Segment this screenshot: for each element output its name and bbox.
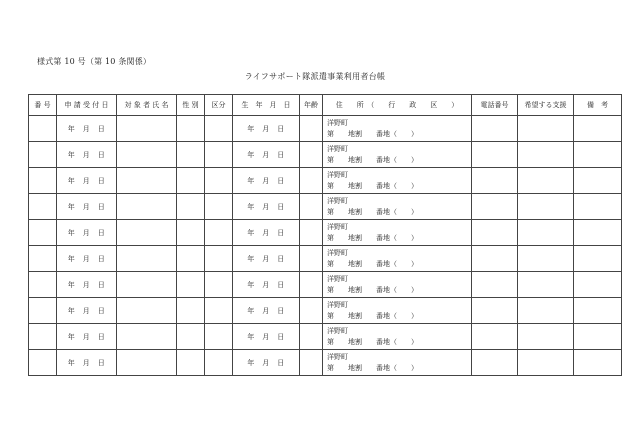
cell-remarks[interactable]: [574, 194, 622, 220]
table-row: [29, 350, 622, 376]
cell-name[interactable]: [117, 246, 177, 272]
cell-address[interactable]: [323, 116, 472, 142]
cell-gender[interactable]: [177, 116, 205, 142]
cell-remarks[interactable]: [574, 168, 622, 194]
cell-birth-date[interactable]: 年 月 日: [233, 298, 300, 324]
cell-desired-support[interactable]: [518, 246, 574, 272]
cell-phone[interactable]: [472, 220, 518, 246]
cell-address[interactable]: [323, 298, 472, 324]
ledger-title: ライフサポート隊派遣事業利用者台帳: [244, 72, 386, 81]
cell-number[interactable]: [29, 246, 57, 272]
cell-birth-date[interactable]: 年 月 日: [233, 246, 300, 272]
cell-gender[interactable]: [177, 168, 205, 194]
cell-name[interactable]: [117, 168, 177, 194]
cell-application-date[interactable]: 年 月 日: [57, 220, 117, 246]
address-town: 洋野町: [327, 170, 348, 179]
cell-age[interactable]: [300, 220, 323, 246]
address-lot: 第 地割 番地（ ）: [327, 129, 418, 138]
cell-remarks[interactable]: [574, 142, 622, 168]
cell-remarks[interactable]: [574, 246, 622, 272]
cell-name[interactable]: [117, 116, 177, 142]
cell-age[interactable]: [300, 116, 323, 142]
header-name: 対 象 者 氏 名: [117, 95, 177, 116]
cell-application-date[interactable]: 年 月 日: [57, 142, 117, 168]
cell-category[interactable]: [205, 116, 233, 142]
table-row: [29, 168, 622, 194]
cell-address[interactable]: [323, 324, 472, 350]
cell-age[interactable]: [300, 324, 323, 350]
cell-gender[interactable]: [177, 272, 205, 298]
cell-birth-date[interactable]: 年 月 日: [233, 116, 300, 142]
cell-birth-date[interactable]: 年 月 日: [233, 142, 300, 168]
cell-address[interactable]: [323, 220, 472, 246]
address-town: 洋野町: [327, 144, 348, 153]
address-town: 洋野町: [327, 196, 348, 205]
cell-application-date[interactable]: 年 月 日: [57, 168, 117, 194]
cell-birth-date[interactable]: 年 月 日: [233, 324, 300, 350]
cell-remarks[interactable]: [574, 116, 622, 142]
cell-category[interactable]: [205, 298, 233, 324]
ledger-body: [29, 116, 622, 376]
address-town: 洋野町: [327, 274, 348, 283]
cell-age[interactable]: [300, 168, 323, 194]
cell-remarks[interactable]: [574, 298, 622, 324]
cell-phone[interactable]: [472, 324, 518, 350]
user-ledger-table: [28, 94, 622, 376]
cell-desired-support[interactable]: [518, 220, 574, 246]
cell-desired-support[interactable]: [518, 272, 574, 298]
address-town: 洋野町: [327, 222, 348, 231]
cell-desired-support[interactable]: [518, 350, 574, 376]
cell-birth-date[interactable]: 年 月 日: [233, 194, 300, 220]
cell-category[interactable]: [205, 142, 233, 168]
header-number: 番 号: [29, 95, 57, 116]
address-town: 洋野町: [327, 118, 348, 127]
cell-desired-support[interactable]: [518, 142, 574, 168]
header-phone: 電話番号: [472, 95, 518, 116]
table-row: [29, 298, 622, 324]
cell-number[interactable]: [29, 194, 57, 220]
cell-name[interactable]: [117, 220, 177, 246]
cell-number[interactable]: [29, 324, 57, 350]
cell-phone[interactable]: [472, 116, 518, 142]
cell-remarks[interactable]: [574, 350, 622, 376]
cell-age[interactable]: [300, 272, 323, 298]
cell-gender[interactable]: [177, 220, 205, 246]
cell-category[interactable]: [205, 350, 233, 376]
cell-number[interactable]: [29, 298, 57, 324]
cell-address[interactable]: [323, 194, 472, 220]
cell-age[interactable]: [300, 194, 323, 220]
cell-address[interactable]: [323, 142, 472, 168]
table-row: [29, 220, 622, 246]
cell-remarks[interactable]: [574, 272, 622, 298]
form-number: 様式第 10 号（第 10 条関係）: [37, 57, 152, 66]
cell-category[interactable]: [205, 168, 233, 194]
cell-gender[interactable]: [177, 246, 205, 272]
header-address: 住 所 （ 行 政 区 ）: [323, 95, 472, 116]
address-lot: 第 地割 番地（ ）: [327, 181, 418, 190]
cell-phone[interactable]: [472, 142, 518, 168]
header-remarks: 備 考: [574, 95, 622, 116]
cell-address[interactable]: [323, 272, 472, 298]
header-category: 区分: [205, 95, 233, 116]
cell-phone[interactable]: [472, 246, 518, 272]
cell-desired-support[interactable]: [518, 324, 574, 350]
address-lot: 第 地割 番地（ ）: [327, 285, 418, 294]
cell-phone[interactable]: [472, 168, 518, 194]
cell-application-date[interactable]: 年 月 日: [57, 324, 117, 350]
cell-desired-support[interactable]: [518, 298, 574, 324]
cell-address[interactable]: [323, 350, 472, 376]
cell-gender[interactable]: [177, 142, 205, 168]
address-lot: 第 地割 番地（ ）: [327, 363, 418, 372]
cell-phone[interactable]: [472, 272, 518, 298]
cell-birth-date[interactable]: 年 月 日: [233, 220, 300, 246]
cell-number[interactable]: [29, 142, 57, 168]
cell-remarks[interactable]: [574, 324, 622, 350]
cell-gender[interactable]: [177, 194, 205, 220]
cell-name[interactable]: [117, 142, 177, 168]
cell-age[interactable]: [300, 350, 323, 376]
cell-category[interactable]: [205, 272, 233, 298]
cell-phone[interactable]: [472, 350, 518, 376]
cell-address[interactable]: [323, 168, 472, 194]
header-desired-support: 希望する支援: [518, 95, 574, 116]
cell-desired-support[interactable]: [518, 116, 574, 142]
cell-name[interactable]: [117, 350, 177, 376]
cell-name[interactable]: [117, 298, 177, 324]
cell-name[interactable]: [117, 272, 177, 298]
cell-number[interactable]: [29, 116, 57, 142]
cell-desired-support[interactable]: [518, 168, 574, 194]
cell-number[interactable]: [29, 272, 57, 298]
cell-name[interactable]: [117, 324, 177, 350]
table-row: [29, 116, 622, 142]
cell-category[interactable]: [205, 194, 233, 220]
table-row: [29, 324, 622, 350]
header-age: 年齢: [300, 95, 323, 116]
table-row: [29, 194, 622, 220]
header-application-date: 申 請 受 付 日: [57, 95, 117, 116]
address-lot: 第 地割 番地（ ）: [327, 207, 418, 216]
header-gender: 性 別: [177, 95, 205, 116]
cell-age[interactable]: [300, 142, 323, 168]
cell-application-date[interactable]: 年 月 日: [57, 350, 117, 376]
address-town: 洋野町: [327, 248, 348, 257]
address-lot: 第 地割 番地（ ）: [327, 337, 418, 346]
cell-name[interactable]: [117, 194, 177, 220]
cell-birth-date[interactable]: 年 月 日: [233, 168, 300, 194]
cell-category[interactable]: [205, 246, 233, 272]
cell-category[interactable]: [205, 324, 233, 350]
cell-age[interactable]: [300, 298, 323, 324]
address-lot: 第 地割 番地（ ）: [327, 155, 418, 164]
cell-remarks[interactable]: [574, 220, 622, 246]
table-row: [29, 272, 622, 298]
address-lot: 第 地割 番地（ ）: [327, 311, 418, 320]
cell-number[interactable]: [29, 350, 57, 376]
cell-number[interactable]: [29, 168, 57, 194]
table-row: [29, 246, 622, 272]
cell-application-date[interactable]: 年 月 日: [57, 194, 117, 220]
cell-gender[interactable]: [177, 324, 205, 350]
cell-age[interactable]: [300, 246, 323, 272]
cell-number[interactable]: [29, 220, 57, 246]
address-town: 洋野町: [327, 326, 348, 335]
header-birth-date: 生 年 月 日: [233, 95, 300, 116]
address-town: 洋野町: [327, 300, 348, 309]
cell-phone[interactable]: [472, 298, 518, 324]
cell-desired-support[interactable]: [518, 194, 574, 220]
header-row: [29, 95, 622, 116]
table-row: [29, 142, 622, 168]
cell-category[interactable]: [205, 220, 233, 246]
cell-phone[interactable]: [472, 194, 518, 220]
cell-birth-date[interactable]: 年 月 日: [233, 272, 300, 298]
cell-address[interactable]: [323, 246, 472, 272]
address-lot: 第 地割 番地（ ）: [327, 233, 418, 242]
address-lot: 第 地割 番地（ ）: [327, 259, 418, 268]
cell-application-date[interactable]: 年 月 日: [57, 298, 117, 324]
cell-gender[interactable]: [177, 350, 205, 376]
cell-gender[interactable]: [177, 298, 205, 324]
cell-application-date[interactable]: 年 月 日: [57, 246, 117, 272]
cell-application-date[interactable]: 年 月 日: [57, 272, 117, 298]
address-town: 洋野町: [327, 352, 348, 361]
cell-birth-date[interactable]: 年 月 日: [233, 350, 300, 376]
cell-application-date[interactable]: 年 月 日: [57, 116, 117, 142]
